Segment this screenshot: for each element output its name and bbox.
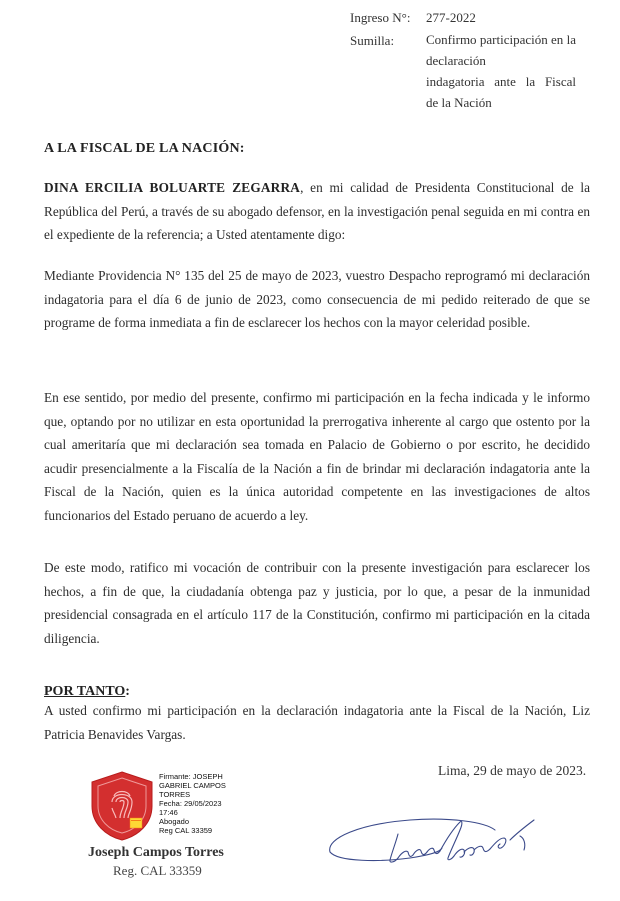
paragraph-confirmation: En ese sentido, por medio del presente, confirmo mi participación en la fecha indicada y le informo que, optando por no utilizar en esta oportunidad la prerrogativa inherente al cargo que ostento por la cual ameritaría que mi declaración sea tomada en Palacio de Gobierno o por escrito, he decidido acudir presencialmente a la Fiscalía de la Nación a fin de brindar mi declaración indagatoria ante la Fiscal de la Nación, quien es la única autoridad competente en las investigaciones de altos funcionarios del Estado peruano de acuerdo a ley. — [44, 390, 590, 523]
por-tanto-label: POR TANTO — [44, 684, 126, 699]
por-tanto-text: A usted confirmo mi participación en la declaración indagatoria ante la Fiscal de la Nación, Liz Patricia Benavides Vargas. — [44, 703, 590, 742]
paragraph-providencia: Mediante Providencia N° 135 del 25 de mayo de 2023, vuestro Despacho reprogramó mi declaración indagatoria para el día 6 de junio de 2023, como consecuencia de mi pedido reiterado de que se programe de forma inmediata a fin de esclarecer los hechos con la mayor celeridad posible. — [44, 268, 590, 330]
paragraph-ratification: De este modo, ratifico mi vocación de contribuir con la presente investigación para esclarecer los hechos, a fin de que, la ciudadanía obtenga paz y justicia, por lo que, a pesar de la inmunidad presidencial consagrada en el artículo 117 de la Constitución, confirmo mi participación en la citada diligencia. — [44, 560, 590, 646]
document-date: Lima, 29 de mayo de 2023. — [438, 763, 587, 778]
signature-line: 17:46 — [159, 808, 178, 817]
signature-line: GABRIEL CAMPOS — [159, 781, 226, 790]
handwritten-signature — [320, 800, 550, 880]
signer-name: Joseph Campos Torres — [88, 845, 224, 860]
signature-line: Abogado — [159, 817, 190, 826]
paragraph-intro-text: , en mi calidad de Presidenta Constitucional de la República del Perú, a través de su abogado defensor, en la investigación penal seguida en mi contra en el expediente de la referencia; a Usted atentamente digo: — [44, 180, 590, 242]
addressee-heading: A LA FISCAL DE LA NACIÓN: — [44, 141, 245, 156]
signer-registration: Reg. CAL 33359 — [113, 863, 202, 878]
por-tanto-colon: : — [125, 684, 130, 699]
digital-signature-details — [159, 772, 269, 835]
sumilla-text — [426, 29, 576, 113]
por-tanto-heading — [44, 684, 130, 700]
signature-line: Firmante: JOSEPH — [159, 772, 223, 781]
sumilla-line: indagatoria ante la Fiscal — [426, 74, 576, 89]
ingreso-value: 277-2022 — [426, 10, 476, 25]
ingreso-label: Ingreso N°: — [350, 10, 411, 25]
sumilla-label: Sumilla: — [350, 33, 395, 48]
sumilla-line: Confirmo participación en la declaración — [426, 32, 576, 68]
digital-signature-shield-icon — [88, 770, 156, 842]
signature-line: Reg CAL 33359 — [159, 826, 213, 835]
signature-line: Fecha: 29/05/2023 — [159, 799, 222, 808]
signature-line: TORRES — [159, 790, 191, 799]
petitioner-name: DINA ERCILIA BOLUARTE ZEGARRA — [44, 180, 301, 195]
sumilla-line: de la Nación — [426, 95, 492, 110]
paragraph-intro — [44, 176, 590, 247]
